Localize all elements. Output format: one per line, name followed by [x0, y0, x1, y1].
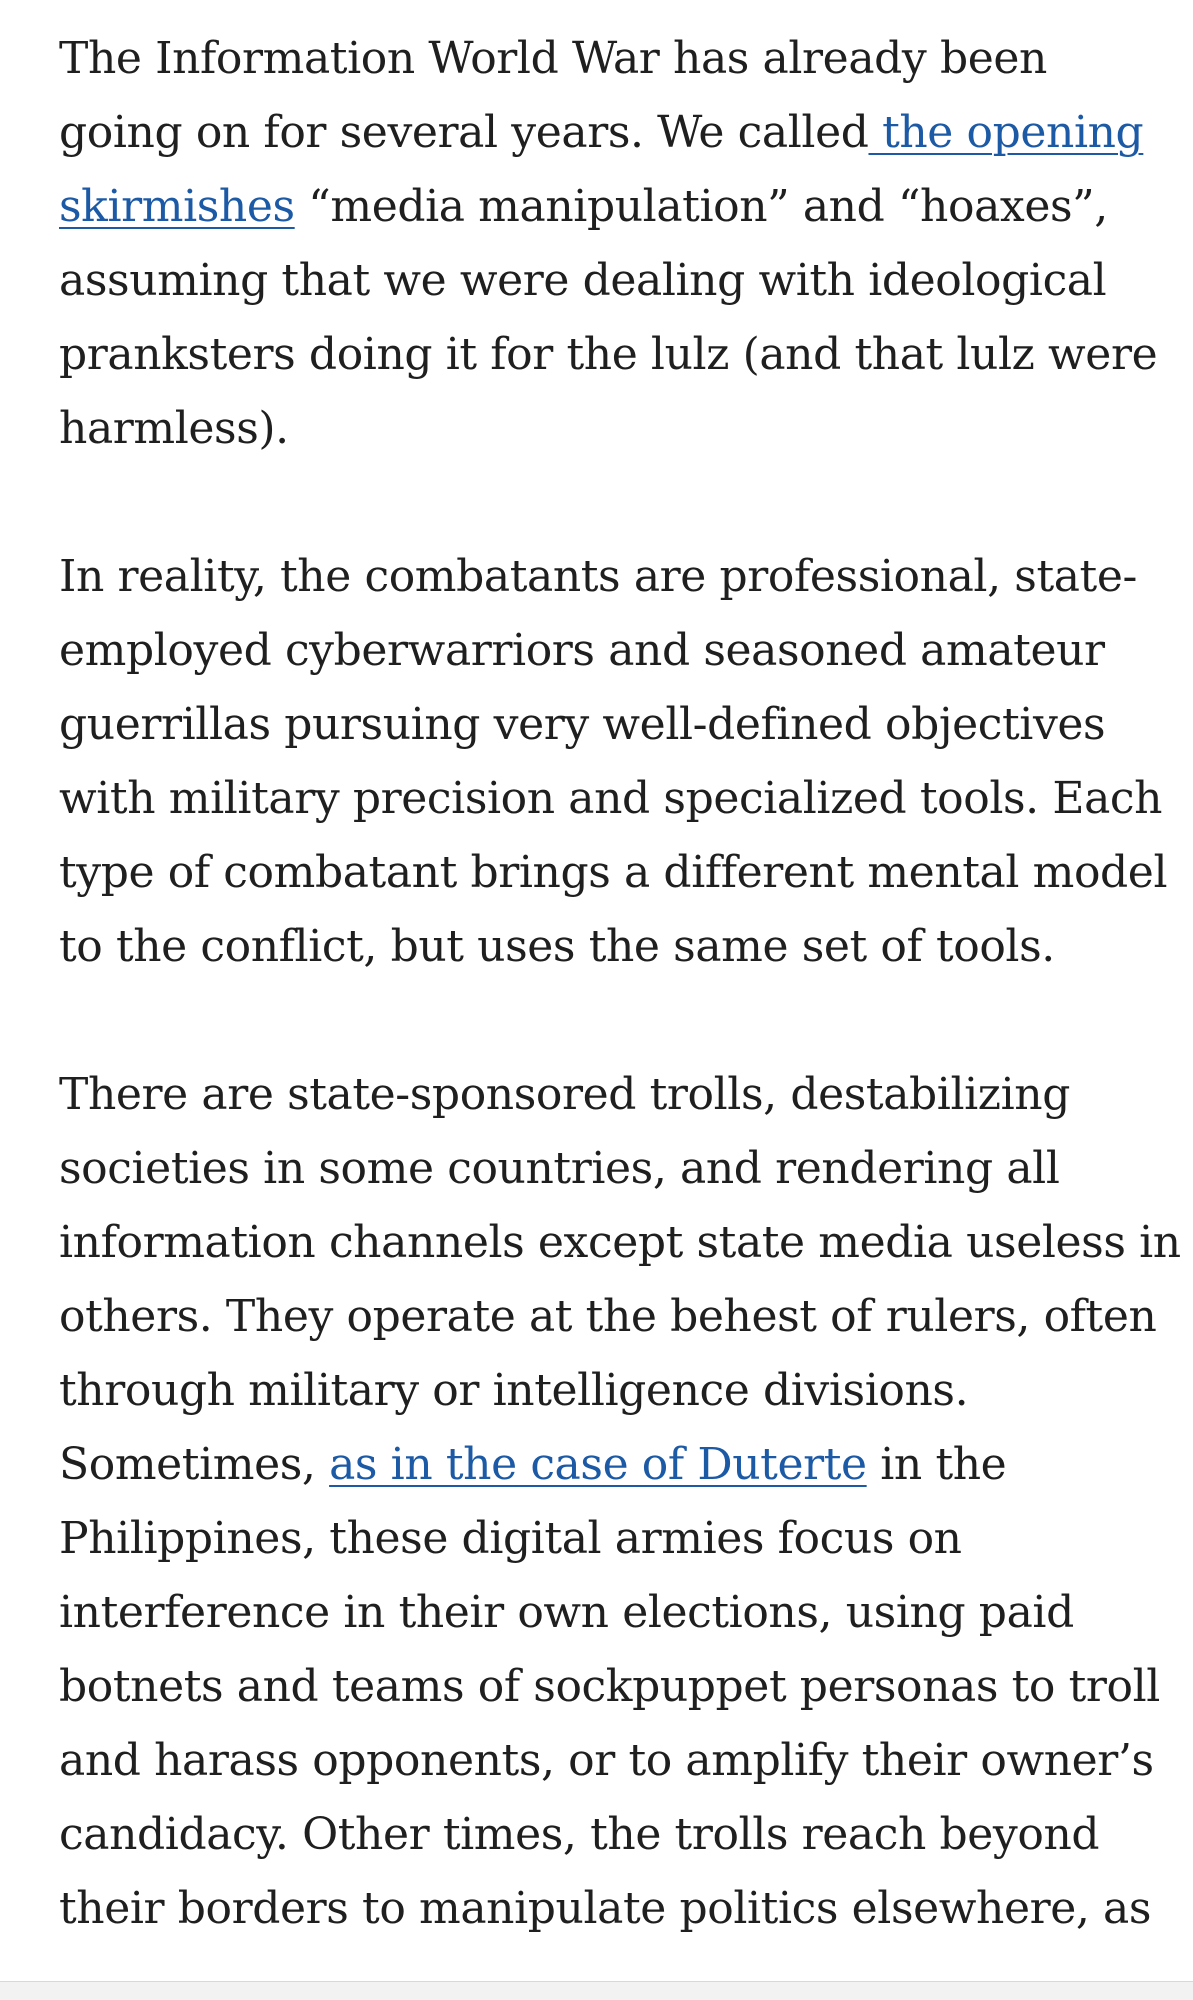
- text-line: [59, 1428, 1159, 1502]
- text-line: pranksters doing it for the lulz (and that lulz were: [59, 329, 1158, 380]
- text-line: harmless).: [59, 403, 289, 454]
- text-line: societies in some countries, and rendering all: [59, 1143, 1060, 1194]
- text-line: interference in their own elections, using paid: [59, 1587, 1074, 1638]
- text-span: Sometimes,: [59, 1439, 330, 1490]
- text-line: Philippines, these digital armies focus on: [59, 1513, 962, 1564]
- opening-skirmishes-link-cont[interactable]: skirmishes: [59, 181, 295, 232]
- bottom-toolbar-edge: [0, 1981, 1193, 2000]
- text-line: information channels except state media useless in: [59, 1217, 1181, 1268]
- text-line: botnets and teams of sockpuppet personas to troll: [59, 1661, 1160, 1712]
- article-body: [59, 22, 1181, 1946]
- text-line: assuming that we were dealing with ideological: [59, 255, 1107, 306]
- text-line: to the conflict, but uses the same set of tools.: [59, 921, 1055, 972]
- text-line: employed cyberwarriors and seasoned amateur: [59, 625, 1105, 676]
- duterte-link[interactable]: as in the case of Duterte: [329, 1439, 867, 1490]
- paragraph-1: [59, 22, 1159, 466]
- text-line: their borders to manipulate politics elsewhere, as: [59, 1883, 1152, 1934]
- text-span: in the: [866, 1439, 1007, 1490]
- text-line: There are state-sponsored trolls, destabilizing: [59, 1069, 1070, 1120]
- text-line: The Information World War has already been: [59, 33, 1047, 84]
- text-line: guerrillas pursuing very well-defined objectives: [59, 699, 1106, 750]
- text-line: and harass opponents, or to amplify their owner’s: [59, 1735, 1154, 1786]
- text-line: [59, 96, 1159, 170]
- paragraph-3: [59, 1058, 1181, 1946]
- text-span: going on for several years. We called: [59, 107, 869, 158]
- text-line: [59, 170, 1159, 244]
- opening-skirmishes-link[interactable]: the opening: [868, 107, 1144, 158]
- paragraph-2: [59, 540, 1168, 984]
- text-line: others. They operate at the behest of rulers, often: [59, 1291, 1157, 1342]
- text-line: candidacy. Other times, the trolls reach beyond: [59, 1809, 1100, 1860]
- text-line: In reality, the combatants are professional, state-: [59, 551, 1137, 602]
- text-span: “media manipulation” and “hoaxes”,: [294, 181, 1108, 232]
- text-line: type of combatant brings a different mental model: [59, 847, 1168, 898]
- text-line: with military precision and specialized tools. Each: [59, 773, 1163, 824]
- text-line: through military or intelligence divisions.: [59, 1365, 969, 1416]
